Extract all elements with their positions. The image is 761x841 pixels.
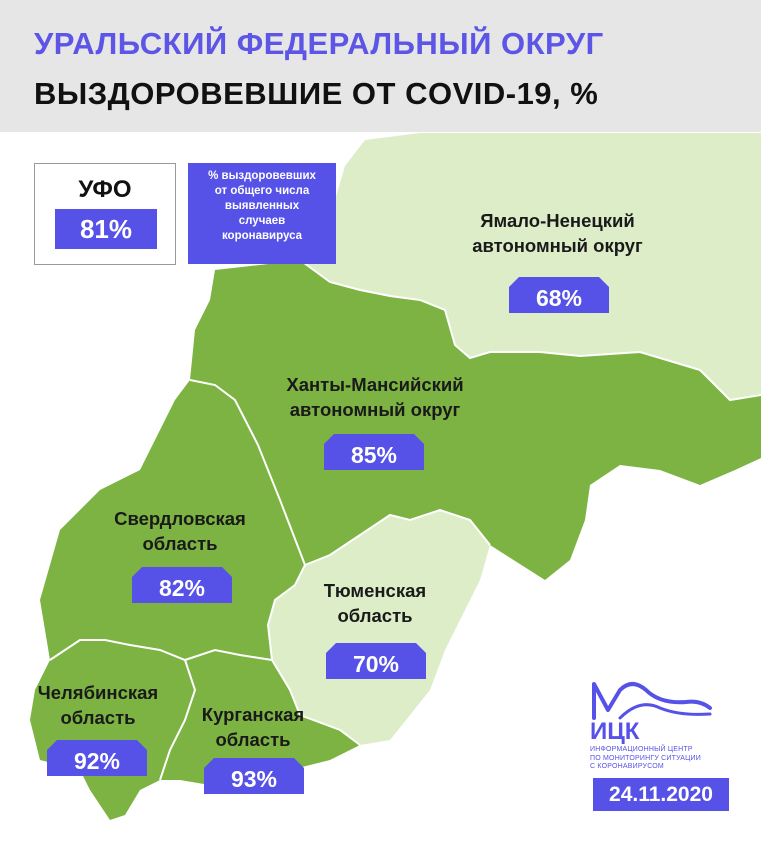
logo-name: ИЦК [590, 718, 640, 745]
summary-box [34, 163, 176, 265]
summary-value: 81% [55, 209, 157, 249]
legend-note-line: случаев [238, 215, 286, 227]
region-name-line: автономный округ [472, 235, 643, 256]
region-label-khanty [280, 372, 470, 422]
region-name-line: Тюменская [323, 580, 427, 601]
value-badge-tyumen [326, 643, 426, 679]
value-badge-sverdlovsk [132, 567, 232, 603]
region-label-tyumen [310, 578, 440, 628]
date-badge: 24.11.2020 [593, 778, 729, 811]
page-title: УРАЛЬСКИЙ ФЕДЕРАЛЬНЫЙ ОКРУГ [34, 26, 604, 61]
region-label-sverdlovsk [110, 506, 250, 556]
value-badge-text: 68% [535, 285, 583, 311]
region-name-line: область [337, 605, 413, 626]
value-badge-text: 85% [350, 442, 398, 468]
logo-subtitle [590, 746, 701, 772]
logo-subtitle-line: ИНФОРМАЦИОННЫЙ ЦЕНТР [590, 746, 693, 753]
value-badge-kurgan [204, 758, 304, 794]
legend-note-line: коронавируса [221, 230, 303, 242]
region-label-kurgan [193, 702, 313, 752]
region-name-line: область [215, 729, 291, 750]
region-name-line: Ханты-Мансийский [286, 374, 464, 395]
region-name-line: Свердловская [114, 508, 246, 529]
logo-mark-icon [590, 680, 720, 720]
region-name-line: Курганская [201, 704, 305, 725]
value-badge-text: 92% [73, 748, 121, 774]
legend-note-line: выявленных [224, 200, 300, 212]
value-badge-yamal [509, 277, 609, 313]
page-subtitle: ВЫЗДОРОВЕВШИЕ ОТ COVID-19, % [34, 76, 599, 111]
region-name-line: автономный округ [289, 399, 461, 420]
value-badge-chelyabinsk [47, 740, 147, 776]
legend-note [188, 163, 336, 264]
region-name-line: Челябинская [37, 682, 159, 703]
region-chelyabinsk [30, 640, 195, 820]
legend-note-line: % выздоровевших [208, 170, 316, 182]
region-name-line: область [60, 707, 136, 728]
value-badge-khanty [324, 434, 424, 470]
logo-subtitle-line: С КОРОНАВИРУСОМ [590, 763, 664, 770]
region-label-yamal [470, 208, 645, 258]
region-label-chelyabinsk [28, 680, 168, 730]
summary-label: УФО [78, 176, 132, 203]
value-badge-text: 82% [158, 575, 206, 601]
value-badge-text: 93% [230, 766, 278, 792]
legend-note-line: от общего числа [214, 185, 310, 197]
region-name-line: Ямало-Ненецкий [480, 210, 635, 231]
region-name-line: область [142, 533, 218, 554]
logo-subtitle-line: ПО МОНИТОРИНГУ СИТУАЦИИ [590, 754, 701, 762]
value-badge-text: 70% [352, 651, 400, 677]
